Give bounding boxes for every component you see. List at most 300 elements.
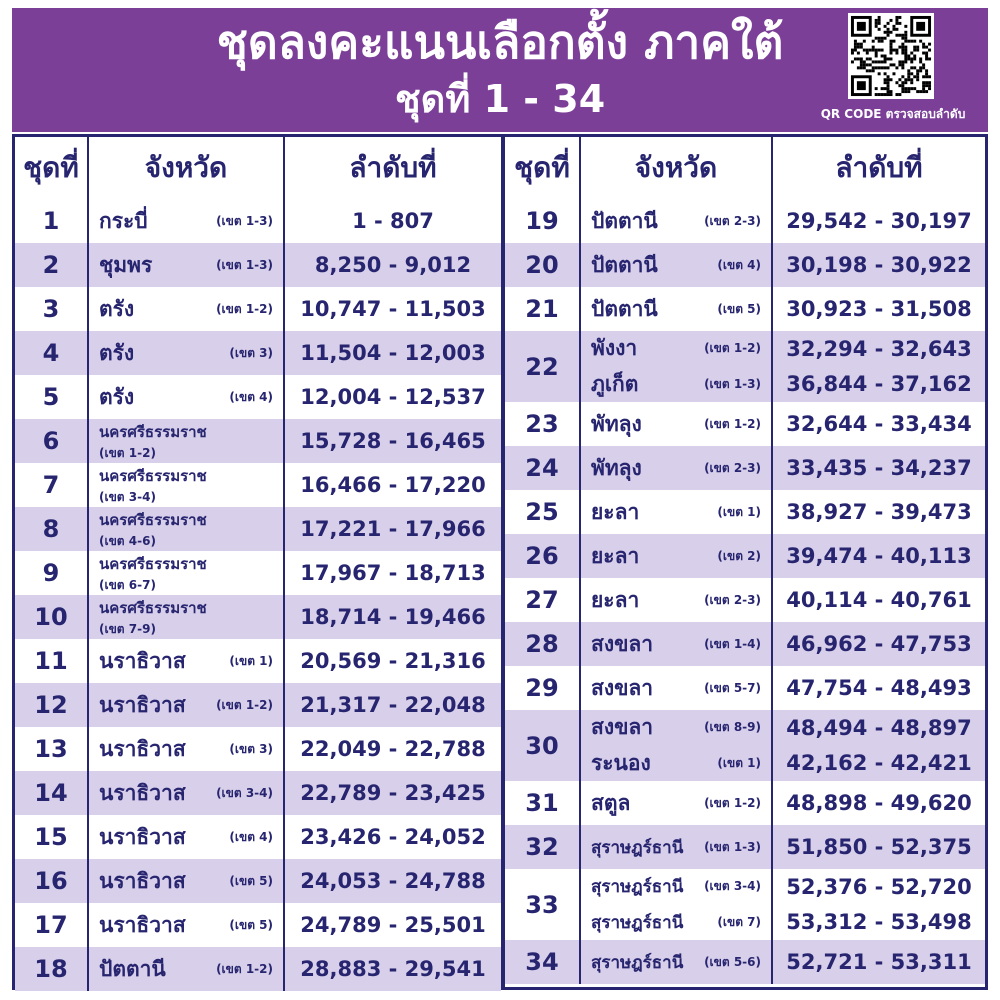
province-name: นราธิวาส: [99, 780, 186, 805]
ballot-range: 17,967 - 18,713: [300, 561, 486, 585]
range-cell: [285, 287, 501, 331]
range-cell: [285, 463, 501, 507]
ballot-range: 42,162 - 42,421: [786, 751, 972, 776]
table-row: [15, 859, 501, 903]
set-number: 29: [505, 666, 581, 710]
province-name: พังงา: [591, 336, 638, 361]
province-name: สุราษฎร์ธานี: [591, 837, 684, 858]
province-cell: [581, 578, 773, 622]
table-row: [15, 287, 501, 331]
range-cell: [773, 825, 985, 869]
province-line: [89, 507, 283, 551]
province-line: [581, 905, 771, 941]
province-name: ปัตตานี: [591, 252, 658, 277]
district-label: (เขต 4): [229, 389, 273, 404]
ballot-range: 33,435 - 34,237: [786, 456, 972, 480]
range-line: [285, 419, 501, 463]
range-cell: [285, 551, 501, 595]
ballot-range: 1 - 807: [352, 209, 434, 233]
page-title: ชุดลงคะแนนเลือกตั้ง ภาคใต้: [216, 15, 784, 69]
district-label: (เขต 8-9): [704, 720, 761, 735]
ballot-range: 38,927 - 39,473: [786, 500, 972, 524]
table-row: [505, 622, 985, 666]
district-label: (เขต 1-2): [704, 795, 761, 810]
district-label: (เขต 1): [229, 653, 273, 668]
range-line: [285, 771, 501, 815]
range-line: [285, 815, 501, 859]
province-name: กระบี่: [99, 208, 148, 233]
set-number: 17: [15, 903, 89, 947]
range-line: [773, 905, 985, 941]
province-cell: [581, 666, 773, 710]
province-name: พัทลุง: [591, 455, 642, 480]
province-cell: [89, 551, 285, 595]
province-line: [89, 815, 283, 859]
ballot-range: 21,317 - 22,048: [300, 693, 486, 717]
province-name: นครศรีธรรมราช: [99, 466, 207, 485]
set-number: 14: [15, 771, 89, 815]
range-line: [285, 859, 501, 903]
table-row: [15, 507, 501, 551]
set-number: 19: [505, 199, 581, 243]
province-line: [581, 490, 771, 534]
range-cell: [285, 595, 501, 639]
province-name: ชุมพร: [99, 252, 153, 277]
range-cell: [285, 859, 501, 903]
ballot-range: 24,789 - 25,501: [300, 913, 486, 937]
province-line: [581, 446, 771, 490]
range-cell: [773, 534, 985, 578]
table-row: [15, 375, 501, 419]
province-cell: [581, 825, 773, 869]
province-name: ตรัง: [99, 340, 135, 365]
ballot-range: 32,644 - 33,434: [786, 412, 972, 436]
table-row: [15, 947, 501, 991]
province-cell: [581, 446, 773, 490]
district-label: (เขต 1-3): [216, 213, 273, 228]
district-label: (เขต 2-3): [704, 213, 761, 228]
district-label: (เขต 1-3): [216, 257, 273, 272]
province-cell: [581, 781, 773, 825]
province-line: [581, 825, 771, 869]
range-cell: [285, 419, 501, 463]
district-label: (เขต 3-4): [216, 785, 273, 800]
range-line: [285, 375, 501, 419]
district-label: (เขต 1-2): [216, 961, 273, 976]
table-row: [505, 940, 985, 984]
province-line: [89, 199, 283, 243]
province-name: นครศรีธรรมราช: [99, 554, 207, 573]
table-row: [15, 243, 501, 287]
table-row: [505, 199, 985, 243]
table-row: [15, 463, 501, 507]
province-name: ปัตตานี: [99, 956, 166, 981]
table-row: [505, 402, 985, 446]
province-name: ยะลา: [591, 587, 640, 612]
set-number: 5: [15, 375, 89, 419]
set-number: 20: [505, 243, 581, 287]
table-row: [505, 825, 985, 869]
ballot-range: 10,747 - 11,503: [300, 297, 486, 321]
district-label: (เขต 1-3): [704, 376, 761, 391]
province-cell: [89, 859, 285, 903]
province-line: [581, 367, 771, 403]
range-line: [773, 331, 985, 367]
set-number: 33: [505, 869, 581, 940]
province-line: [89, 727, 283, 771]
ballot-range: 28,883 - 29,541: [300, 957, 486, 981]
range-line: [773, 622, 985, 666]
ballot-range: 40,114 - 40,761: [786, 588, 972, 612]
set-number: 16: [15, 859, 89, 903]
district-label: (เขต 1-2): [704, 341, 761, 356]
province-cell: [89, 595, 285, 639]
range-line: [285, 903, 501, 947]
range-line: [285, 947, 501, 991]
province-name: สุราษฎร์ธานี: [591, 952, 684, 973]
set-number: 6: [15, 419, 89, 463]
set-number: 10: [15, 595, 89, 639]
range-line: [285, 727, 501, 771]
set-number: 22: [505, 331, 581, 402]
district-label: (เขต 1-2): [704, 416, 761, 431]
ballot-table: [12, 134, 988, 990]
ballot-range: 16,466 - 17,220: [300, 473, 486, 497]
province-line: [89, 551, 283, 595]
province-cell: [89, 287, 285, 331]
district-label: (เขต 7): [717, 914, 761, 929]
province-line: [581, 622, 771, 666]
ballot-range: 51,850 - 52,375: [786, 835, 972, 859]
range-line: [773, 940, 985, 984]
set-number: 18: [15, 947, 89, 991]
province-name: พัทลุง: [591, 411, 642, 436]
district-label: (เขต 5): [229, 873, 273, 888]
province-line: [89, 287, 283, 331]
set-number: 21: [505, 287, 581, 331]
province-cell: [581, 622, 773, 666]
table-row: [505, 243, 985, 287]
province-name: นราธิวาส: [99, 824, 186, 849]
column-header-province: จังหวัด: [89, 137, 285, 199]
district-label: (เขต 3): [229, 741, 273, 756]
province-line: [89, 375, 283, 419]
range-cell: [285, 375, 501, 419]
range-line: [773, 825, 985, 869]
table-row: [15, 683, 501, 727]
set-number: 1: [15, 199, 89, 243]
range-cell: [773, 331, 985, 402]
set-number: 3: [15, 287, 89, 331]
province-name: นราธิวาส: [99, 648, 186, 673]
province-line: [89, 771, 283, 815]
province-line: [581, 746, 771, 782]
range-cell: [285, 639, 501, 683]
set-number: 32: [505, 825, 581, 869]
set-number: 23: [505, 402, 581, 446]
table-row: [15, 639, 501, 683]
set-number: 7: [15, 463, 89, 507]
set-number: 11: [15, 639, 89, 683]
table-row: [505, 781, 985, 825]
range-cell: [773, 781, 985, 825]
set-number: 8: [15, 507, 89, 551]
district-label: (เขต 1-2): [99, 445, 156, 460]
column-header-no: ชุดที่: [15, 137, 89, 199]
province-cell: [89, 815, 285, 859]
province-cell: [581, 940, 773, 984]
district-label: (เขต 3): [229, 345, 273, 360]
province-name: นราธิวาส: [99, 736, 186, 761]
range-cell: [773, 446, 985, 490]
district-label: (เขต 1-2): [216, 301, 273, 316]
table-row: [15, 903, 501, 947]
province-cell: [89, 947, 285, 991]
province-name: ตรัง: [99, 384, 135, 409]
district-label: (เขต 1-3): [704, 839, 761, 854]
column-header-no: ชุดที่: [505, 137, 581, 199]
range-cell: [773, 402, 985, 446]
province-line: [89, 683, 283, 727]
province-line: [581, 199, 771, 243]
province-cell: [89, 507, 285, 551]
range-cell: [773, 622, 985, 666]
range-line: [773, 746, 985, 782]
district-label: (เขต 3-4): [99, 489, 156, 504]
province-line: [581, 710, 771, 746]
table-row: [15, 815, 501, 859]
province-name: สงขลา: [591, 675, 654, 700]
province-line: [89, 463, 283, 507]
header-banner: [12, 8, 988, 132]
range-cell: [285, 727, 501, 771]
set-number: 31: [505, 781, 581, 825]
range-line: [773, 490, 985, 534]
range-cell: [773, 666, 985, 710]
range-line: [773, 199, 985, 243]
table-row: [15, 199, 501, 243]
ballot-range: 23,426 - 24,052: [300, 825, 486, 849]
province-name: สงขลา: [591, 631, 654, 656]
table-row: [15, 331, 501, 375]
district-label: (เขต 1): [717, 755, 761, 770]
range-line: [773, 578, 985, 622]
table-row: [505, 287, 985, 331]
page-subtitle: ชุดที่ 1 - 34: [394, 77, 606, 121]
province-name: นครศรีธรรมราช: [99, 422, 207, 441]
province-line: [581, 331, 771, 367]
range-line: [773, 446, 985, 490]
range-line: [773, 402, 985, 446]
ballot-range: 22,049 - 22,788: [300, 737, 486, 761]
district-label: (เขต 2-3): [704, 460, 761, 475]
province-cell: [89, 727, 285, 771]
table-row: [505, 666, 985, 710]
range-cell: [773, 869, 985, 940]
range-cell: [773, 710, 985, 781]
set-number: 9: [15, 551, 89, 595]
district-label: (เขต 7-9): [99, 621, 156, 636]
province-line: [581, 869, 771, 905]
table-row: [15, 551, 501, 595]
ballot-range: 30,923 - 31,508: [786, 297, 972, 321]
ballot-range: 46,962 - 47,753: [786, 632, 972, 656]
province-name: สุราษฎร์ธานี: [591, 877, 684, 898]
district-label: (เขต 4): [229, 829, 273, 844]
set-number: 34: [505, 940, 581, 984]
set-number: 15: [15, 815, 89, 859]
range-line: [285, 287, 501, 331]
province-line: [581, 243, 771, 287]
province-line: [581, 534, 771, 578]
column-header-province: จังหวัด: [581, 137, 773, 199]
district-label: (เขต 4): [717, 257, 761, 272]
set-number: 4: [15, 331, 89, 375]
ballot-range: 32,294 - 32,643: [786, 336, 972, 361]
province-line: [581, 781, 771, 825]
set-number: 24: [505, 446, 581, 490]
province-cell: [89, 375, 285, 419]
province-name: ตรัง: [99, 296, 135, 321]
province-cell: [89, 243, 285, 287]
range-line: [285, 199, 501, 243]
province-cell: [89, 771, 285, 815]
province-cell: [581, 402, 773, 446]
province-name: ภูเก็ต: [591, 371, 639, 396]
province-line: [89, 419, 283, 463]
table-header-right: [505, 137, 985, 199]
range-line: [285, 331, 501, 375]
table-row: [505, 490, 985, 534]
province-line: [89, 243, 283, 287]
set-number: 26: [505, 534, 581, 578]
ballot-range: 8,250 - 9,012: [314, 253, 472, 277]
province-line: [89, 859, 283, 903]
district-label: (เขต 5-7): [704, 680, 761, 695]
province-name: ระนอง: [591, 750, 651, 775]
set-number: 2: [15, 243, 89, 287]
province-line: [89, 595, 283, 639]
set-number: 27: [505, 578, 581, 622]
district-label: (เขต 6-7): [99, 577, 156, 592]
range-line: [773, 367, 985, 403]
province-name: สุราษฎร์ธานี: [591, 912, 684, 933]
range-line: [773, 869, 985, 905]
range-line: [285, 463, 501, 507]
province-cell: [89, 639, 285, 683]
range-line: [285, 683, 501, 727]
province-name: นราธิวาส: [99, 692, 186, 717]
table-row: [15, 771, 501, 815]
qr-code-icon[interactable]: [848, 13, 934, 99]
province-line: [89, 903, 283, 947]
province-name: นครศรีธรรมราช: [99, 510, 207, 529]
range-cell: [285, 815, 501, 859]
province-cell: [89, 331, 285, 375]
range-cell: [773, 940, 985, 984]
table-row: [15, 727, 501, 771]
set-number: 25: [505, 490, 581, 534]
province-cell: [581, 534, 773, 578]
district-label: (เขต 1-4): [704, 636, 761, 651]
table-row: [15, 595, 501, 639]
province-cell: [581, 710, 773, 781]
province-line: [581, 402, 771, 446]
range-cell: [773, 243, 985, 287]
range-line: [773, 666, 985, 710]
range-line: [773, 287, 985, 331]
range-cell: [773, 287, 985, 331]
province-cell: [581, 490, 773, 534]
ballot-range: 18,714 - 19,466: [300, 605, 486, 629]
range-cell: [285, 507, 501, 551]
province-line: [581, 940, 771, 984]
ballot-range: 52,376 - 52,720: [786, 874, 972, 899]
range-line: [285, 507, 501, 551]
ballot-range: 30,198 - 30,922: [786, 253, 972, 277]
province-cell: [581, 287, 773, 331]
ballot-range: 11,504 - 12,003: [300, 341, 486, 365]
set-number: 28: [505, 622, 581, 666]
range-cell: [285, 947, 501, 991]
range-cell: [285, 903, 501, 947]
province-name: ยะลา: [591, 499, 640, 524]
province-name: ปัตตานี: [591, 296, 658, 321]
range-line: [285, 243, 501, 287]
ballot-range: 47,754 - 48,493: [786, 676, 972, 700]
province-name: นราธิวาส: [99, 912, 186, 937]
table-row: [15, 419, 501, 463]
province-name: นครศรีธรรมราช: [99, 598, 207, 617]
district-label: (เขต 2-3): [704, 592, 761, 607]
set-number: 12: [15, 683, 89, 727]
ballot-range: 48,494 - 48,897: [786, 715, 972, 740]
range-line: [285, 551, 501, 595]
province-cell: [89, 199, 285, 243]
province-cell: [581, 331, 773, 402]
ballot-range: 17,221 - 17,966: [300, 517, 486, 541]
ballot-range: 36,844 - 37,162: [786, 372, 972, 397]
ballot-range: 12,004 - 12,537: [300, 385, 486, 409]
set-number: 30: [505, 710, 581, 781]
range-cell: [285, 243, 501, 287]
province-cell: [89, 419, 285, 463]
range-cell: [285, 771, 501, 815]
set-number: 13: [15, 727, 89, 771]
ballot-range: 48,898 - 49,620: [786, 791, 972, 815]
table-row: [505, 710, 985, 781]
ballot-range: 29,542 - 30,197: [786, 209, 972, 233]
province-name: ปัตตานี: [591, 208, 658, 233]
ballot-range: 22,789 - 23,425: [300, 781, 486, 805]
range-cell: [285, 331, 501, 375]
table-row: [505, 869, 985, 940]
province-name: นราธิวาส: [99, 868, 186, 893]
province-line: [581, 287, 771, 331]
column-header-range: ลำดับที่: [349, 151, 437, 184]
district-label: (เขต 5-6): [704, 954, 761, 969]
ballot-range: 53,312 - 53,498: [786, 910, 972, 935]
province-cell: [581, 243, 773, 287]
range-cell: [773, 490, 985, 534]
district-label: (เขต 1-2): [216, 697, 273, 712]
table-row: [505, 331, 985, 402]
province-cell: [581, 199, 773, 243]
range-line: [773, 781, 985, 825]
column-header-range: ลำดับที่: [835, 151, 923, 184]
ballot-range: 39,474 - 40,113: [786, 544, 972, 568]
table-row: [505, 578, 985, 622]
